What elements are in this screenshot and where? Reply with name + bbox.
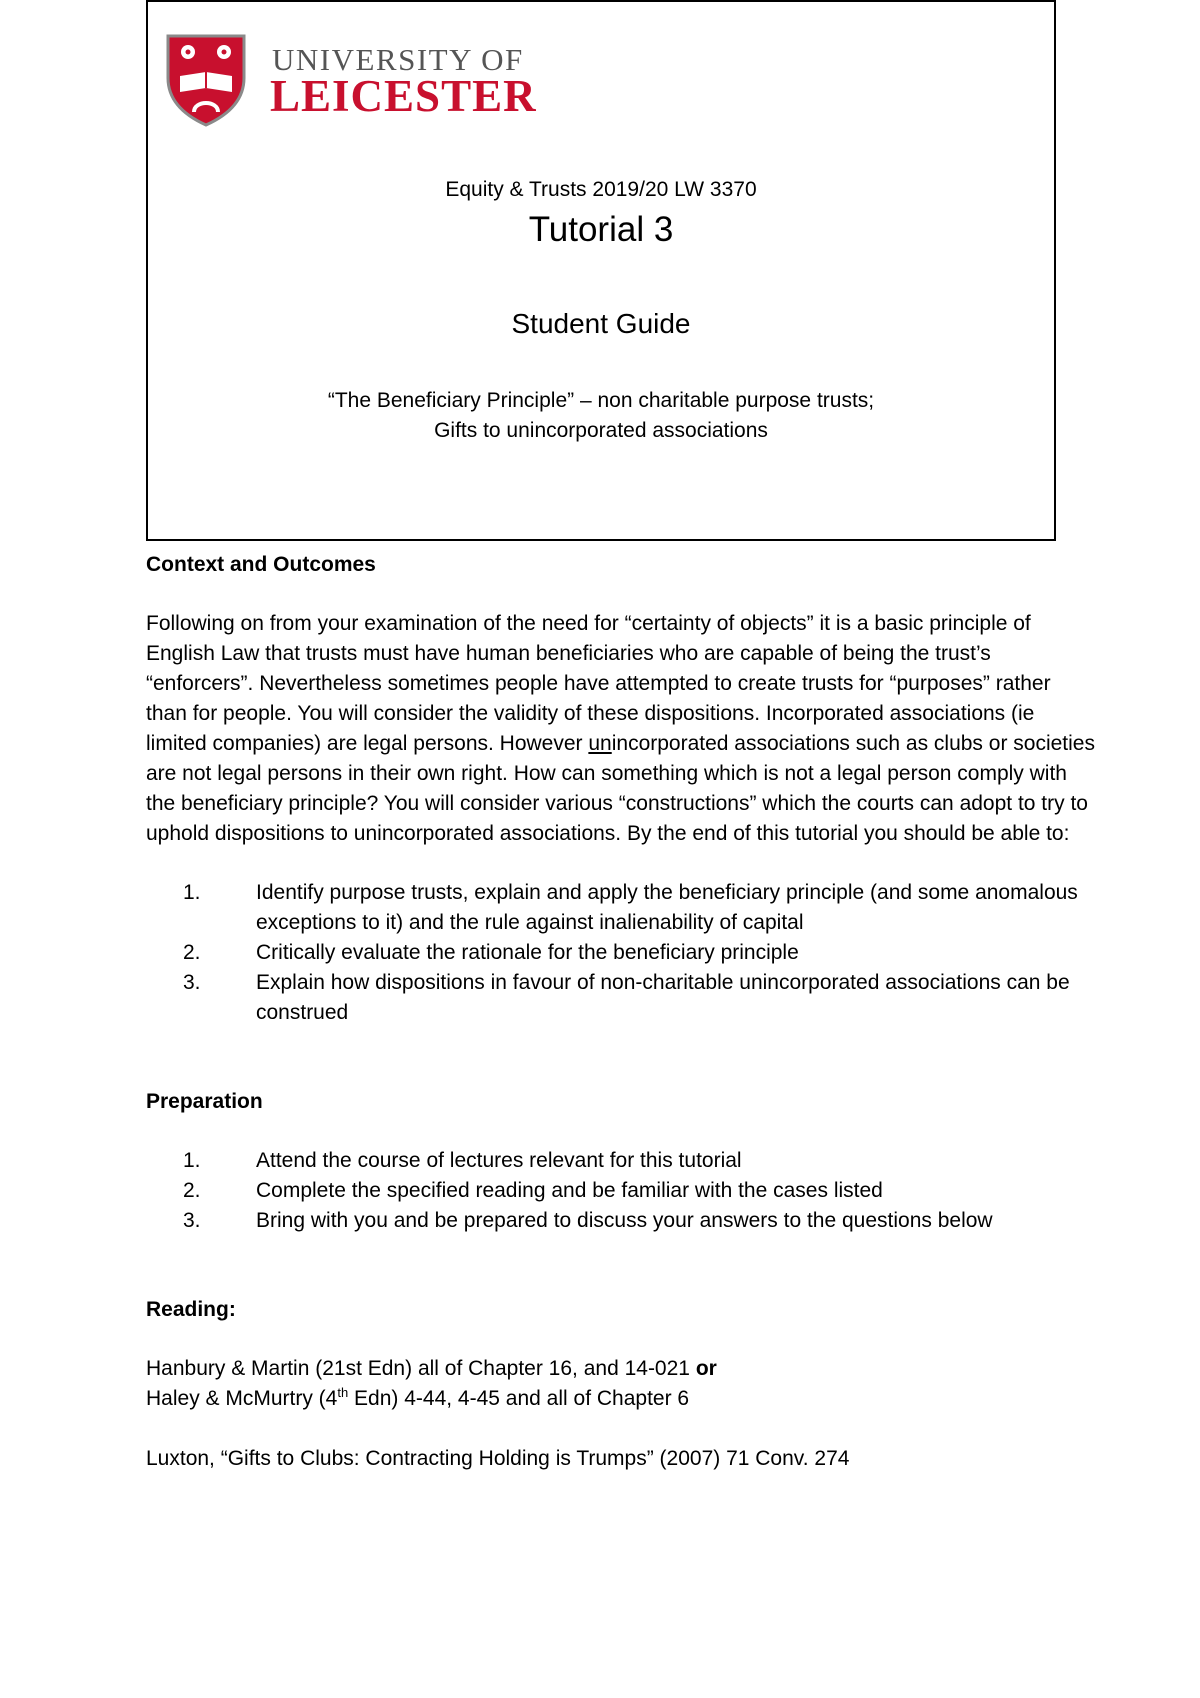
- reading-haley-sup: th: [337, 1385, 349, 1400]
- list-item: [146, 1176, 1096, 1206]
- preparation-list: [146, 1146, 1096, 1236]
- list-number: 3.: [183, 971, 201, 994]
- list-number: 2.: [183, 1179, 201, 1202]
- cover-box: [146, 0, 1056, 541]
- document-body: [146, 550, 1096, 1474]
- logo-leicester: LEICESTER: [270, 71, 537, 121]
- reading-or: or: [695, 1357, 717, 1380]
- list-number: 3.: [183, 1209, 201, 1232]
- list-text: Complete the specified reading and be familiar with the cases listed: [256, 1179, 883, 1202]
- subtitle-line-1: “The Beneficiary Principle” – non charitable purpose trusts;: [327, 389, 875, 412]
- context-text-1: Following on from your examination of the need for “certainty of objects” it is a basic principle of English Law that trusts must have human beneficiaries who are capable of being the trust’s “enforcers”. Nevertheless sometimes people have attempted to create trusts for “purposes” rather than for people. You will consider the validity of these dispositions. Incorporated associations (ie limited companies) are legal persons. However: [146, 612, 1051, 755]
- reading-haley-post: Edn) 4-44, 4-45 and all of Chapter 6: [348, 1387, 690, 1410]
- context-text-2: incorporated associations such as clubs or societies are not legal persons in their own right. How can something which is not a legal person comply with the beneficiary principle? You will consider various “constructions” which the courts can adopt to try to uphold dispositions to unincorporated associations. By the end of this tutorial you should be able to:: [146, 732, 1095, 845]
- tutorial-title: Tutorial 3: [528, 210, 674, 249]
- list-number: 2.: [183, 941, 201, 964]
- logo-university-of: UNIVERSITY OF: [272, 42, 524, 77]
- topic-subtitle: [148, 386, 1054, 446]
- course-code: Equity & Trusts 2019/20 LW 3370: [445, 178, 757, 201]
- list-number: 1.: [183, 1149, 201, 1172]
- university-logo: [164, 32, 537, 128]
- underlined-un: un: [588, 732, 612, 755]
- student-guide-label: Student Guide: [511, 308, 691, 339]
- preparation-heading: Preparation: [146, 1090, 263, 1113]
- context-heading: Context and Outcomes: [146, 553, 376, 576]
- outcomes-list: [146, 878, 1096, 1028]
- list-item: [146, 878, 1096, 938]
- list-text: Bring with you and be prepared to discuss your answers to the questions below: [256, 1209, 993, 1232]
- reading-list: [146, 1354, 1096, 1474]
- context-paragraph: [146, 609, 1096, 849]
- list-text: Explain how dispositions in favour of non-charitable unincorporated associations can be construed: [256, 971, 1070, 1024]
- list-item: [146, 1146, 1096, 1176]
- list-number: 1.: [183, 881, 201, 904]
- reading-hanbury: Hanbury & Martin (21st Edn) all of Chapter 16, and 14-021: [146, 1357, 696, 1380]
- list-text: Identify purpose trusts, explain and apply the beneficiary principle (and some anomalous exceptions to it) and the rule against inalienability of capital: [256, 881, 1078, 934]
- reading-line-3: Luxton, “Gifts to Clubs: Contracting Holding is Trumps” (2007) 71 Conv. 274: [146, 1447, 850, 1470]
- list-text: Attend the course of lectures relevant for this tutorial: [256, 1149, 742, 1172]
- list-text: Critically evaluate the rationale for the beneficiary principle: [256, 941, 799, 964]
- crest-icon: [164, 32, 248, 128]
- reading-heading: Reading:: [146, 1298, 236, 1321]
- list-item: [146, 1206, 1096, 1236]
- subtitle-line-2: Gifts to unincorporated associations: [434, 419, 768, 442]
- reading-line-2: [146, 1384, 1096, 1414]
- list-item: [146, 968, 1096, 1028]
- list-item: [146, 938, 1096, 968]
- reading-line-1: [146, 1354, 1096, 1384]
- reading-haley-pre: Haley & McMurtry (4: [146, 1387, 338, 1410]
